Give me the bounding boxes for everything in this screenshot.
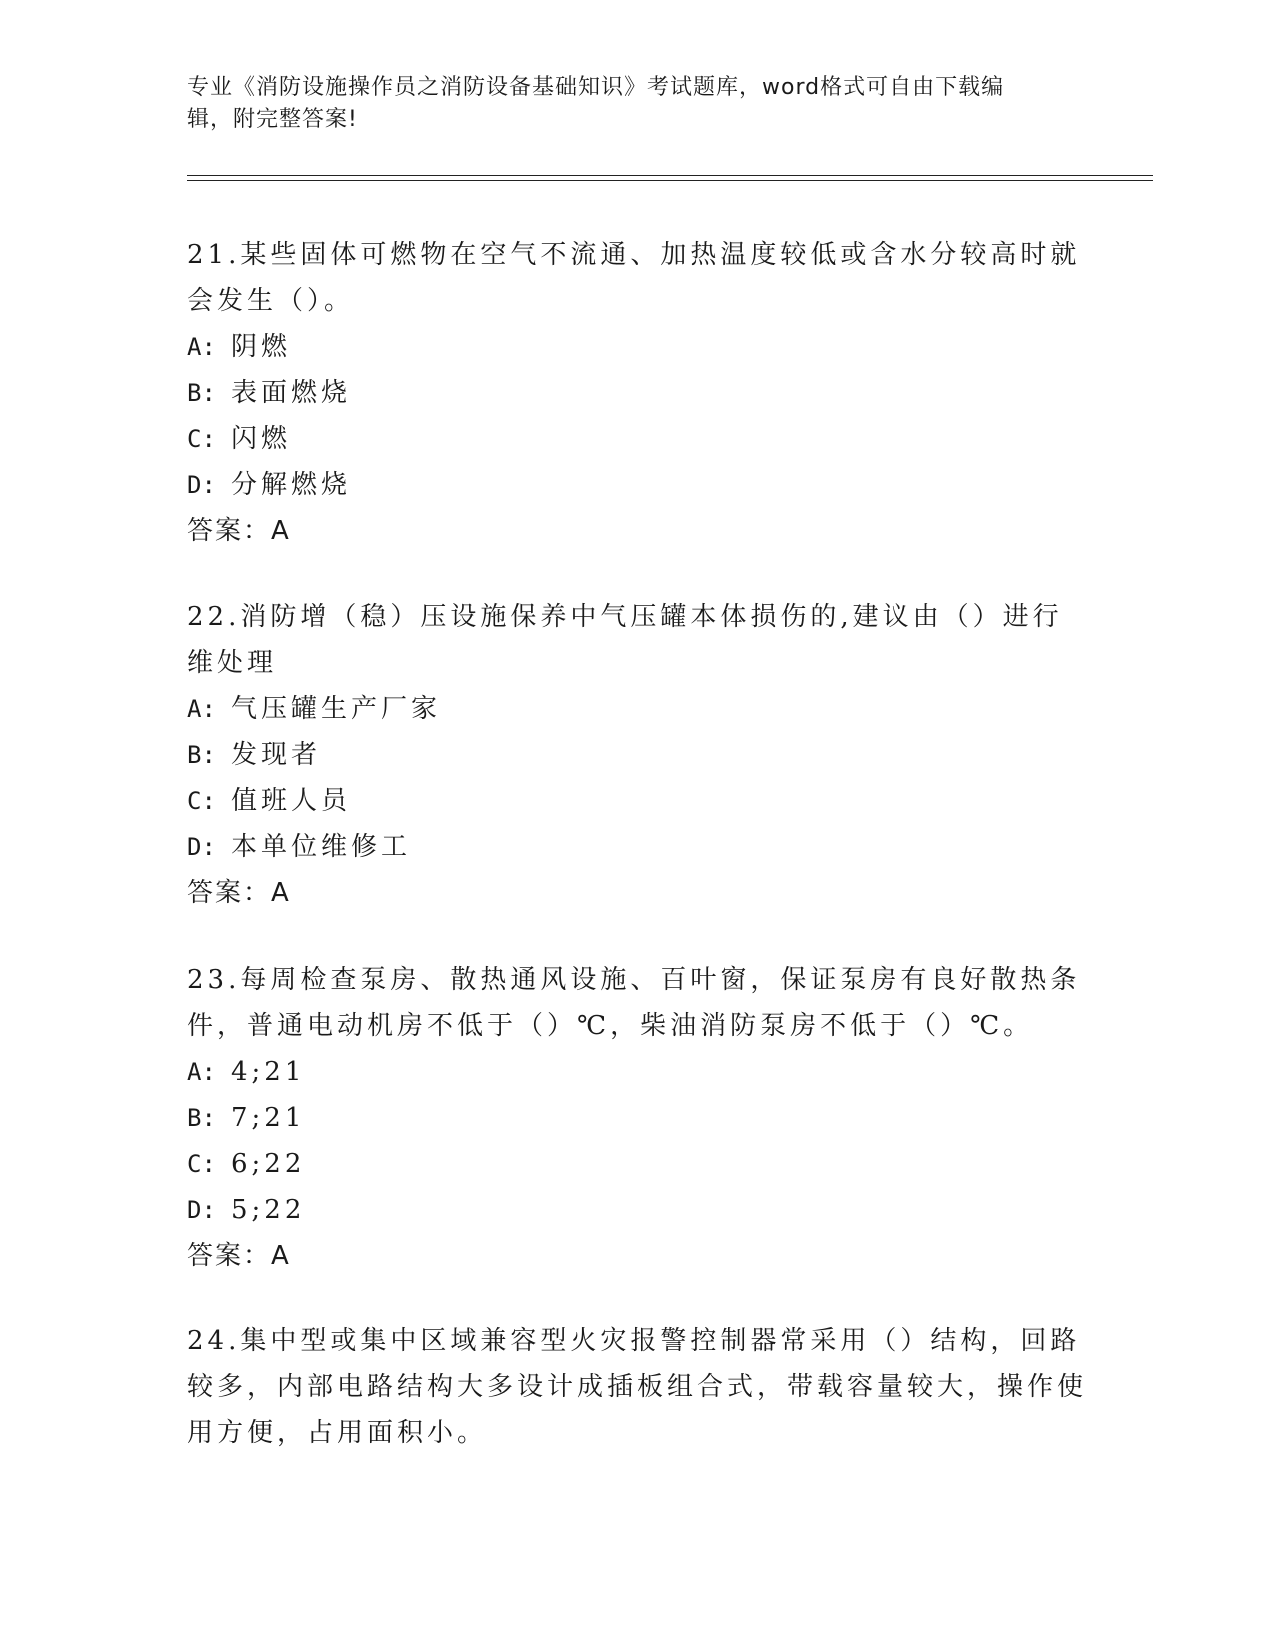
option-key: A:: [187, 1058, 216, 1086]
option-text: 气压罐生产厂家: [231, 694, 442, 724]
option-key: A:: [187, 695, 216, 723]
question-22: [187, 594, 1087, 916]
option-d: [187, 824, 1087, 870]
option-c: [187, 1141, 1087, 1187]
document-intro: [187, 72, 1077, 136]
option-key: C:: [187, 425, 216, 453]
header-divider-top: [187, 175, 1153, 176]
answer: 答案：A: [187, 516, 291, 546]
option-d: [187, 1187, 1087, 1233]
option-text: 6;22: [231, 1149, 306, 1179]
option-c: [187, 416, 1087, 462]
option-text: 4;21: [231, 1057, 306, 1087]
option-text: 分解燃烧: [231, 470, 352, 500]
option-key: C:: [187, 1150, 216, 1178]
option-text: 7;21: [231, 1103, 306, 1133]
question-23: [187, 957, 1087, 1279]
option-key: D:: [187, 1196, 216, 1224]
question-stem: 21.某些固体可燃物在空气不流通、加热温度较低或含水分较高时就会发生（）。: [187, 240, 1081, 316]
option-d: [187, 462, 1087, 508]
option-text: 阴燃: [231, 332, 292, 362]
question-21: [187, 232, 1087, 554]
question-24: [187, 1318, 1087, 1456]
option-key: B:: [187, 379, 216, 407]
option-a: [187, 324, 1087, 370]
option-key: D:: [187, 471, 216, 499]
option-key: C:: [187, 787, 216, 815]
option-key: B:: [187, 1104, 216, 1132]
option-key: A:: [187, 333, 216, 361]
option-key: B:: [187, 741, 216, 769]
option-text: 值班人员: [231, 786, 352, 816]
option-text: 闪燃: [231, 424, 292, 454]
option-text: 表面燃烧: [231, 378, 352, 408]
option-b: [187, 370, 1087, 416]
option-text: 5;22: [231, 1195, 306, 1225]
question-stem: 22.消防增（稳）压设施保养中气压罐本体损伤的,建议由（）进行维处理: [187, 602, 1063, 678]
intro-line-1: 专业《消防设施操作员之消防设备基础知识》考试题库，word格式可自由下载编: [187, 75, 1005, 100]
option-a: [187, 686, 1087, 732]
option-c: [187, 778, 1087, 824]
header-divider-bottom: [187, 180, 1153, 181]
option-b: [187, 1095, 1087, 1141]
question-stem: 23.每周检查泵房、散热通风设施、百叶窗，保证泵房有良好散热条件，普通电动机房不低于（）℃，柴油消防泵房不低于（）℃。: [187, 965, 1081, 1041]
answer: 答案：A: [187, 1241, 291, 1271]
option-a: [187, 1049, 1087, 1095]
option-text: 发现者: [231, 740, 322, 770]
answer: 答案：A: [187, 878, 291, 908]
option-key: D:: [187, 833, 216, 861]
intro-line-2: 辑，附完整答案!: [187, 107, 358, 132]
option-text: 本单位维修工: [231, 832, 412, 862]
option-b: [187, 732, 1087, 778]
question-stem: 24.集中型或集中区域兼容型火灾报警控制器常采用（）结构，回路较多，内部电路结构大多设计成插板组合式，带载容量较大，操作使用方便，占用面积小。: [187, 1326, 1088, 1448]
